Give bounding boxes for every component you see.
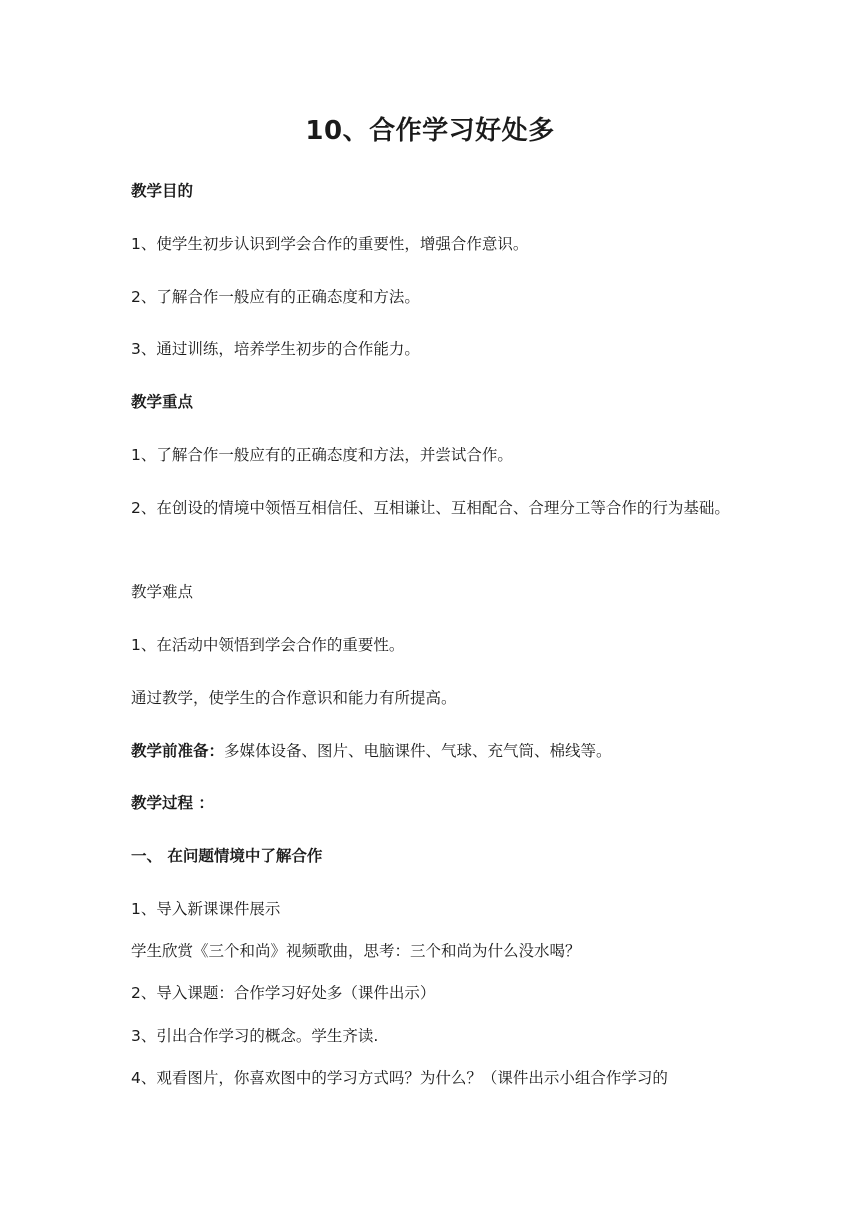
objective-item: 2、了解合作一般应有的正确态度和方法。 <box>131 288 420 306</box>
process-item: 学生欣赏《三个和尚》视频歌曲，思考：三个和尚为什么没水喝？ <box>131 942 581 960</box>
preparation-label: 教学前准备： <box>131 742 225 760</box>
process-heading: 教学过程 ： <box>131 794 214 812</box>
preparation-line <box>131 734 731 768</box>
process-item: 2、导入课题：合作学习好处多（课件出示） <box>131 984 436 1002</box>
document-title: 10、合作学习好处多 <box>305 116 555 146</box>
key-points-heading: 教学重点 <box>131 393 194 411</box>
difficulty-item: 1、在活动中领悟到学会合作的重要性。 <box>131 636 405 654</box>
process-item: 4、观看图片，你喜欢图中的学习方式吗？为什么？（课件出示小组合作学习的 <box>131 1069 668 1087</box>
key-point-item: 1、了解合作一般应有的正确态度和方法，并尝试合作。 <box>131 446 513 464</box>
process-item: 1、导入新课课件展示 <box>131 900 281 918</box>
key-point-item: 2、在创设的情境中领悟互相信任、互相谦让、互相配合、合理分工等合作的行为基础。 <box>131 499 730 517</box>
objectives-heading: 教学目的 <box>131 182 194 200</box>
difficulties-heading: 教学难点 <box>131 583 194 601</box>
process-item: 3、引出合作学习的概念。学生齐读. <box>131 1027 379 1045</box>
objective-item: 3、通过训练，培养学生初步的合作能力。 <box>131 340 420 358</box>
objective-item: 1、使学生初步认识到学会合作的重要性，增强合作意识。 <box>131 235 529 253</box>
section-one-heading: 一、 在问题情境中了解合作 <box>131 847 323 865</box>
preparation-text: 多媒体设备、图片、电脑课件、气球、充气筒、棉线等。 <box>224 742 612 760</box>
difficulty-item: 通过教学，使学生的合作意识和能力有所提高。 <box>131 689 457 707</box>
